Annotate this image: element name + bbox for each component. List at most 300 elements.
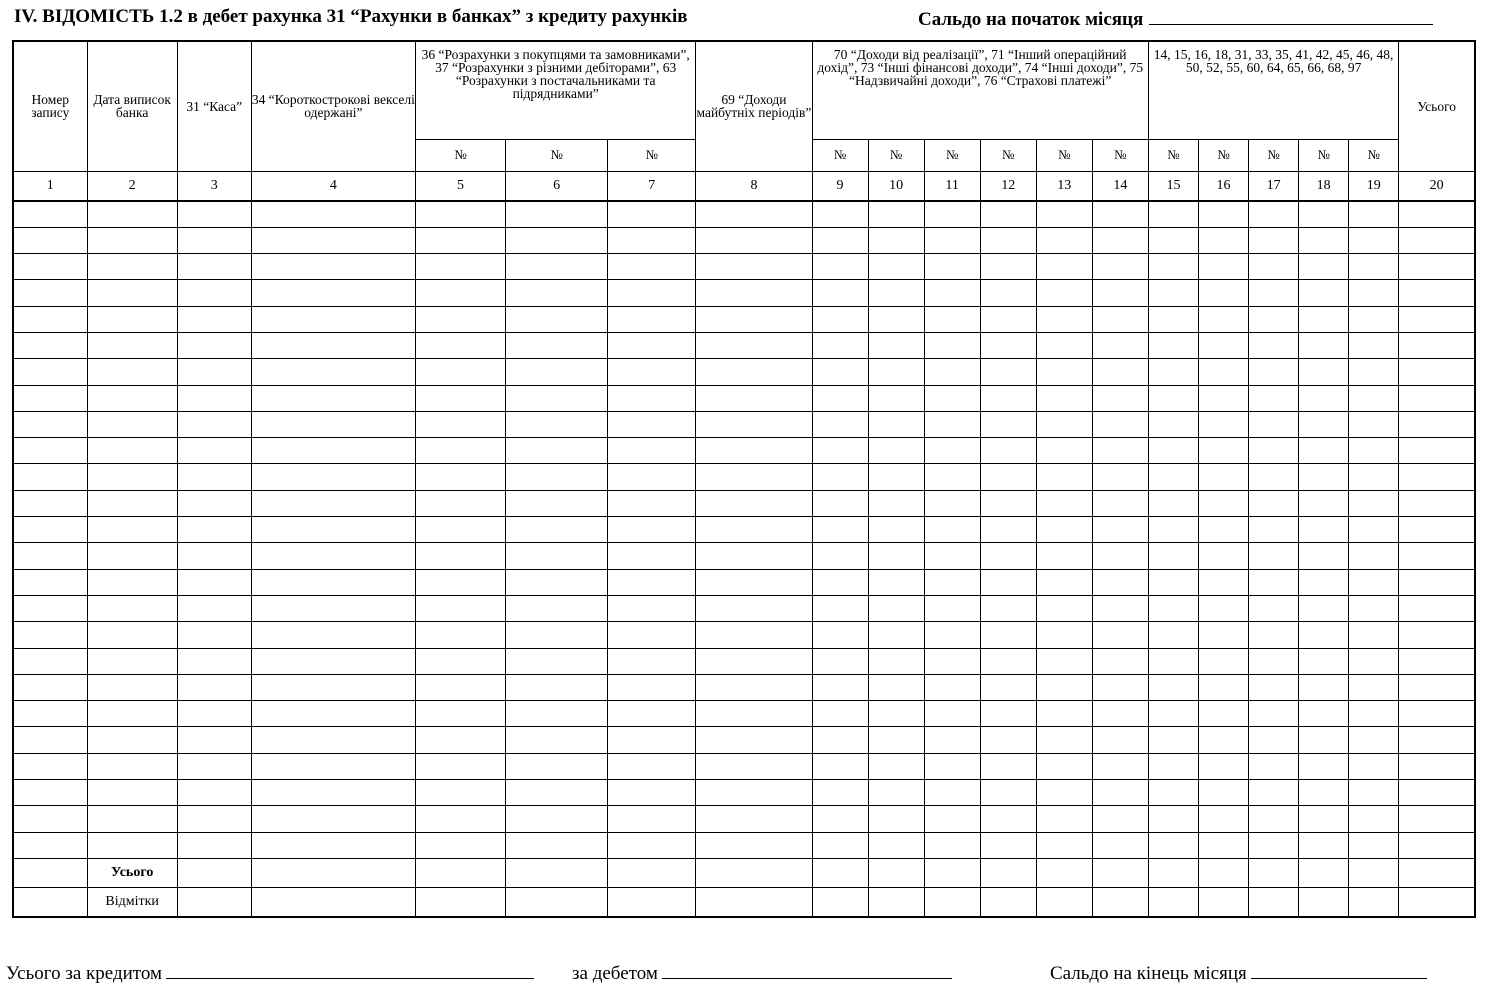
- table-cell[interactable]: [1249, 858, 1299, 887]
- table-cell[interactable]: [416, 359, 506, 385]
- table-cell[interactable]: [506, 806, 608, 832]
- table-cell[interactable]: [1148, 674, 1198, 700]
- table-cell[interactable]: [1148, 280, 1198, 306]
- table-cell[interactable]: [924, 622, 980, 648]
- table-cell[interactable]: [87, 806, 177, 832]
- table-cell[interactable]: [1249, 622, 1299, 648]
- table-cell[interactable]: [1148, 780, 1198, 806]
- table-cell[interactable]: [1198, 411, 1248, 437]
- table-cell[interactable]: [868, 543, 924, 569]
- table-cell[interactable]: [1198, 359, 1248, 385]
- table-cell[interactable]: [1036, 753, 1092, 779]
- table-cell[interactable]: [251, 648, 415, 674]
- table-cell[interactable]: [87, 385, 177, 411]
- table-cell[interactable]: [980, 517, 1036, 543]
- table-cell[interactable]: [608, 832, 696, 858]
- table-cell[interactable]: [1148, 490, 1198, 516]
- table-cell[interactable]: [1198, 438, 1248, 464]
- table-cell[interactable]: [1198, 887, 1248, 917]
- table-cell[interactable]: [251, 254, 415, 280]
- table-cell[interactable]: [1399, 858, 1475, 887]
- table-cell[interactable]: [87, 543, 177, 569]
- table-cell[interactable]: [1399, 753, 1475, 779]
- table-cell[interactable]: [1299, 201, 1349, 228]
- table-cell[interactable]: [251, 595, 415, 621]
- table-cell[interactable]: [608, 201, 696, 228]
- table-cell[interactable]: [1249, 887, 1299, 917]
- table-cell[interactable]: [506, 254, 608, 280]
- table-cell[interactable]: [1036, 201, 1092, 228]
- table-cell[interactable]: [980, 359, 1036, 385]
- table-cell[interactable]: [1299, 359, 1349, 385]
- table-cell[interactable]: [251, 201, 415, 228]
- table-cell[interactable]: [251, 517, 415, 543]
- table-cell[interactable]: [924, 332, 980, 358]
- table-cell[interactable]: [696, 622, 812, 648]
- table-cell[interactable]: [1198, 490, 1248, 516]
- table-cell[interactable]: [416, 306, 506, 332]
- table-cell[interactable]: [812, 780, 868, 806]
- table-cell[interactable]: [868, 306, 924, 332]
- table-cell[interactable]: [980, 753, 1036, 779]
- table-cell[interactable]: [608, 622, 696, 648]
- table-cell[interactable]: [696, 858, 812, 887]
- table-cell[interactable]: [177, 411, 251, 437]
- table-cell[interactable]: [13, 227, 87, 253]
- table-cell[interactable]: [177, 254, 251, 280]
- table-cell[interactable]: [13, 332, 87, 358]
- table-cell[interactable]: [177, 280, 251, 306]
- table-cell[interactable]: [980, 887, 1036, 917]
- table-cell[interactable]: [416, 648, 506, 674]
- table-cell[interactable]: [506, 227, 608, 253]
- table-cell[interactable]: [87, 753, 177, 779]
- table-cell[interactable]: [980, 569, 1036, 595]
- table-cell[interactable]: [1092, 254, 1148, 280]
- table-cell[interactable]: [696, 887, 812, 917]
- table-cell[interactable]: [506, 622, 608, 648]
- table-cell[interactable]: [1036, 806, 1092, 832]
- table-cell[interactable]: [1092, 622, 1148, 648]
- table-cell[interactable]: [1036, 306, 1092, 332]
- table-cell[interactable]: [87, 227, 177, 253]
- table-cell[interactable]: [1036, 332, 1092, 358]
- table-cell[interactable]: [608, 806, 696, 832]
- table-cell[interactable]: [924, 280, 980, 306]
- table-cell[interactable]: [868, 227, 924, 253]
- table-cell[interactable]: [696, 227, 812, 253]
- table-cell[interactable]: [87, 727, 177, 753]
- table-cell[interactable]: [1249, 543, 1299, 569]
- table-cell[interactable]: [812, 254, 868, 280]
- table-cell[interactable]: [13, 569, 87, 595]
- table-cell[interactable]: [812, 306, 868, 332]
- table-cell[interactable]: [608, 543, 696, 569]
- table-cell[interactable]: [812, 280, 868, 306]
- table-cell[interactable]: [177, 622, 251, 648]
- table-cell[interactable]: [812, 569, 868, 595]
- table-cell[interactable]: [868, 332, 924, 358]
- table-cell[interactable]: [506, 674, 608, 700]
- table-cell[interactable]: [1198, 780, 1248, 806]
- table-cell[interactable]: [1036, 622, 1092, 648]
- table-cell[interactable]: [177, 464, 251, 490]
- table-cell[interactable]: [1249, 306, 1299, 332]
- table-cell[interactable]: [696, 701, 812, 727]
- table-cell[interactable]: [1198, 254, 1248, 280]
- table-cell[interactable]: [980, 780, 1036, 806]
- table-cell[interactable]: [87, 674, 177, 700]
- table-cell[interactable]: [1198, 332, 1248, 358]
- table-cell[interactable]: [608, 780, 696, 806]
- table-cell[interactable]: [1299, 806, 1349, 832]
- table-cell[interactable]: [416, 543, 506, 569]
- table-cell[interactable]: [1399, 359, 1475, 385]
- table-cell[interactable]: [506, 490, 608, 516]
- table-cell[interactable]: [416, 674, 506, 700]
- table-cell[interactable]: [1249, 227, 1299, 253]
- table-cell[interactable]: [812, 674, 868, 700]
- table-cell[interactable]: [1299, 648, 1349, 674]
- table-cell[interactable]: [1399, 306, 1475, 332]
- table-cell[interactable]: [251, 490, 415, 516]
- table-cell[interactable]: [608, 254, 696, 280]
- table-cell[interactable]: [13, 280, 87, 306]
- table-cell[interactable]: [1399, 701, 1475, 727]
- table-cell[interactable]: [1198, 701, 1248, 727]
- table-cell[interactable]: [506, 780, 608, 806]
- table-cell[interactable]: [1249, 701, 1299, 727]
- table-cell[interactable]: [696, 806, 812, 832]
- table-cell[interactable]: [868, 595, 924, 621]
- table-cell[interactable]: [924, 254, 980, 280]
- table-cell[interactable]: [1299, 753, 1349, 779]
- table-cell[interactable]: [1198, 464, 1248, 490]
- table-cell[interactable]: [1092, 832, 1148, 858]
- table-cell[interactable]: [1349, 411, 1399, 437]
- table-cell[interactable]: [1092, 227, 1148, 253]
- table-cell[interactable]: [416, 622, 506, 648]
- table-cell[interactable]: [87, 648, 177, 674]
- table-cell[interactable]: [812, 543, 868, 569]
- table-cell[interactable]: [868, 411, 924, 437]
- table-cell[interactable]: [696, 332, 812, 358]
- table-cell[interactable]: [812, 701, 868, 727]
- table-cell[interactable]: [924, 411, 980, 437]
- table-cell[interactable]: [924, 595, 980, 621]
- table-cell[interactable]: [868, 569, 924, 595]
- table-cell[interactable]: [1349, 517, 1399, 543]
- table-cell[interactable]: [1148, 332, 1198, 358]
- table-cell[interactable]: [251, 622, 415, 648]
- table-cell[interactable]: [506, 753, 608, 779]
- table-cell[interactable]: [506, 280, 608, 306]
- table-cell[interactable]: [696, 832, 812, 858]
- table-cell[interactable]: [1092, 648, 1148, 674]
- table-cell[interactable]: [13, 385, 87, 411]
- table-cell[interactable]: [251, 674, 415, 700]
- table-cell[interactable]: [1198, 569, 1248, 595]
- table-cell[interactable]: [1399, 411, 1475, 437]
- table-cell[interactable]: [506, 701, 608, 727]
- table-cell[interactable]: [1092, 385, 1148, 411]
- table-cell[interactable]: [251, 306, 415, 332]
- table-cell[interactable]: [608, 332, 696, 358]
- table-cell[interactable]: [696, 306, 812, 332]
- table-cell[interactable]: [13, 701, 87, 727]
- table-cell[interactable]: [13, 753, 87, 779]
- table-cell[interactable]: [1148, 411, 1198, 437]
- table-cell[interactable]: [1349, 306, 1399, 332]
- table-cell[interactable]: [1148, 806, 1198, 832]
- table-cell[interactable]: [1148, 254, 1198, 280]
- table-cell[interactable]: [980, 674, 1036, 700]
- table-cell[interactable]: [608, 858, 696, 887]
- table-cell[interactable]: [608, 280, 696, 306]
- table-cell[interactable]: [177, 227, 251, 253]
- table-cell[interactable]: [868, 254, 924, 280]
- table-cell[interactable]: [980, 595, 1036, 621]
- table-cell[interactable]: [924, 887, 980, 917]
- table-cell[interactable]: [1198, 201, 1248, 228]
- table-cell[interactable]: [13, 411, 87, 437]
- table-cell[interactable]: [1148, 727, 1198, 753]
- table-cell[interactable]: [13, 832, 87, 858]
- table-cell[interactable]: [1092, 201, 1148, 228]
- table-cell[interactable]: [1399, 622, 1475, 648]
- table-cell[interactable]: [177, 517, 251, 543]
- table-cell[interactable]: [416, 753, 506, 779]
- table-cell[interactable]: [177, 674, 251, 700]
- table-cell[interactable]: [980, 727, 1036, 753]
- table-cell[interactable]: [177, 201, 251, 228]
- table-cell[interactable]: [1349, 595, 1399, 621]
- table-cell[interactable]: [177, 858, 251, 887]
- table-cell[interactable]: [868, 674, 924, 700]
- table-cell[interactable]: [416, 887, 506, 917]
- table-cell[interactable]: [696, 569, 812, 595]
- table-cell[interactable]: [812, 227, 868, 253]
- table-cell[interactable]: [868, 280, 924, 306]
- table-cell[interactable]: [87, 438, 177, 464]
- table-cell[interactable]: [980, 280, 1036, 306]
- table-cell[interactable]: [1399, 490, 1475, 516]
- table-cell[interactable]: [416, 227, 506, 253]
- table-cell[interactable]: [924, 753, 980, 779]
- table-cell[interactable]: [1299, 887, 1349, 917]
- table-cell[interactable]: [924, 464, 980, 490]
- table-cell[interactable]: [1249, 411, 1299, 437]
- table-cell[interactable]: [177, 780, 251, 806]
- table-cell[interactable]: [251, 438, 415, 464]
- table-cell[interactable]: [416, 832, 506, 858]
- table-cell[interactable]: [924, 832, 980, 858]
- table-cell[interactable]: [251, 858, 415, 887]
- table-cell[interactable]: [13, 858, 87, 887]
- table-cell[interactable]: [87, 595, 177, 621]
- table-cell[interactable]: [177, 648, 251, 674]
- table-cell[interactable]: [1249, 753, 1299, 779]
- table-cell[interactable]: [1148, 858, 1198, 887]
- table-cell[interactable]: [1092, 464, 1148, 490]
- table-cell[interactable]: [812, 832, 868, 858]
- table-cell[interactable]: [1349, 887, 1399, 917]
- table-cell[interactable]: [506, 385, 608, 411]
- table-cell[interactable]: [251, 753, 415, 779]
- table-cell[interactable]: [1349, 227, 1399, 253]
- table-cell[interactable]: [1148, 543, 1198, 569]
- table-cell[interactable]: [87, 280, 177, 306]
- table-cell[interactable]: [1148, 701, 1198, 727]
- table-cell[interactable]: [87, 780, 177, 806]
- table-cell[interactable]: [416, 517, 506, 543]
- table-cell[interactable]: [1036, 359, 1092, 385]
- table-cell[interactable]: [812, 517, 868, 543]
- table-cell[interactable]: [868, 648, 924, 674]
- table-cell[interactable]: [980, 254, 1036, 280]
- table-cell[interactable]: [1349, 254, 1399, 280]
- table-cell[interactable]: [177, 543, 251, 569]
- table-cell[interactable]: [177, 727, 251, 753]
- table-cell[interactable]: [416, 569, 506, 595]
- table-cell[interactable]: [1198, 753, 1248, 779]
- table-cell[interactable]: [13, 887, 87, 917]
- table-cell[interactable]: [1249, 280, 1299, 306]
- table-cell[interactable]: [87, 254, 177, 280]
- table-cell[interactable]: [1092, 280, 1148, 306]
- table-cell[interactable]: [1092, 411, 1148, 437]
- table-cell[interactable]: [13, 806, 87, 832]
- table-cell[interactable]: [608, 674, 696, 700]
- table-cell[interactable]: [924, 359, 980, 385]
- table-cell[interactable]: [1249, 674, 1299, 700]
- table-cell[interactable]: [1092, 543, 1148, 569]
- table-cell[interactable]: [87, 359, 177, 385]
- table-cell[interactable]: [1148, 464, 1198, 490]
- table-cell[interactable]: [1299, 569, 1349, 595]
- table-cell[interactable]: [1198, 227, 1248, 253]
- table-cell[interactable]: [1349, 858, 1399, 887]
- table-cell[interactable]: [608, 887, 696, 917]
- table-cell[interactable]: [1349, 727, 1399, 753]
- table-cell[interactable]: [87, 622, 177, 648]
- table-cell[interactable]: [416, 780, 506, 806]
- table-cell[interactable]: [177, 385, 251, 411]
- table-cell[interactable]: [696, 280, 812, 306]
- table-cell[interactable]: [924, 227, 980, 253]
- table-cell[interactable]: [1399, 569, 1475, 595]
- table-cell[interactable]: [87, 832, 177, 858]
- table-cell[interactable]: [924, 569, 980, 595]
- table-cell[interactable]: [696, 595, 812, 621]
- table-cell[interactable]: [608, 385, 696, 411]
- debit-total-field[interactable]: [662, 960, 952, 979]
- table-cell[interactable]: [1148, 227, 1198, 253]
- table-cell[interactable]: [868, 622, 924, 648]
- table-cell[interactable]: [1092, 306, 1148, 332]
- table-cell[interactable]: [1148, 595, 1198, 621]
- table-cell[interactable]: [1349, 543, 1399, 569]
- table-cell[interactable]: [812, 727, 868, 753]
- table-cell[interactable]: [1249, 727, 1299, 753]
- table-cell[interactable]: [608, 306, 696, 332]
- table-cell[interactable]: [13, 254, 87, 280]
- table-cell[interactable]: [696, 674, 812, 700]
- table-cell[interactable]: [1299, 622, 1349, 648]
- table-cell[interactable]: [608, 227, 696, 253]
- table-cell[interactable]: [980, 306, 1036, 332]
- table-cell[interactable]: [696, 490, 812, 516]
- table-cell[interactable]: [980, 385, 1036, 411]
- table-cell[interactable]: [1036, 701, 1092, 727]
- table-cell[interactable]: [868, 858, 924, 887]
- table-cell[interactable]: [506, 464, 608, 490]
- table-cell[interactable]: [1299, 411, 1349, 437]
- table-cell[interactable]: [1198, 674, 1248, 700]
- table-cell[interactable]: [868, 464, 924, 490]
- table-cell[interactable]: [13, 622, 87, 648]
- table-cell[interactable]: [13, 543, 87, 569]
- table-cell[interactable]: [608, 569, 696, 595]
- table-cell[interactable]: [87, 332, 177, 358]
- table-cell[interactable]: [1299, 701, 1349, 727]
- table-cell[interactable]: [812, 359, 868, 385]
- table-cell[interactable]: [1249, 832, 1299, 858]
- table-cell[interactable]: [1092, 780, 1148, 806]
- table-cell[interactable]: [868, 887, 924, 917]
- table-cell[interactable]: [1399, 280, 1475, 306]
- table-cell[interactable]: [1092, 595, 1148, 621]
- table-cell[interactable]: [608, 753, 696, 779]
- table-cell[interactable]: [1036, 595, 1092, 621]
- table-cell[interactable]: [251, 832, 415, 858]
- table-cell[interactable]: [1036, 543, 1092, 569]
- table-cell[interactable]: [1349, 490, 1399, 516]
- table-cell[interactable]: [1399, 727, 1475, 753]
- table-cell[interactable]: [1299, 332, 1349, 358]
- table-cell[interactable]: [696, 517, 812, 543]
- table-cell[interactable]: [608, 438, 696, 464]
- table-cell[interactable]: [1036, 464, 1092, 490]
- table-cell[interactable]: [1036, 280, 1092, 306]
- table-cell[interactable]: [868, 517, 924, 543]
- table-cell[interactable]: [416, 385, 506, 411]
- table-cell[interactable]: [251, 411, 415, 437]
- table-cell[interactable]: [1349, 464, 1399, 490]
- table-cell[interactable]: [1399, 385, 1475, 411]
- table-cell[interactable]: [696, 254, 812, 280]
- table-cell[interactable]: [696, 359, 812, 385]
- table-cell[interactable]: [1036, 648, 1092, 674]
- table-cell[interactable]: [13, 201, 87, 228]
- table-cell[interactable]: [177, 832, 251, 858]
- table-cell[interactable]: [506, 306, 608, 332]
- table-cell[interactable]: [1349, 385, 1399, 411]
- table-cell[interactable]: [980, 438, 1036, 464]
- table-cell[interactable]: [980, 858, 1036, 887]
- table-cell[interactable]: [1148, 438, 1198, 464]
- table-cell[interactable]: [696, 753, 812, 779]
- table-cell[interactable]: [251, 887, 415, 917]
- table-cell[interactable]: [1148, 832, 1198, 858]
- table-cell[interactable]: [506, 543, 608, 569]
- table-cell[interactable]: [177, 306, 251, 332]
- table-cell[interactable]: [1036, 227, 1092, 253]
- table-cell[interactable]: [13, 727, 87, 753]
- table-cell[interactable]: [924, 648, 980, 674]
- table-cell[interactable]: [1148, 306, 1198, 332]
- closing-balance-field[interactable]: [1251, 960, 1427, 979]
